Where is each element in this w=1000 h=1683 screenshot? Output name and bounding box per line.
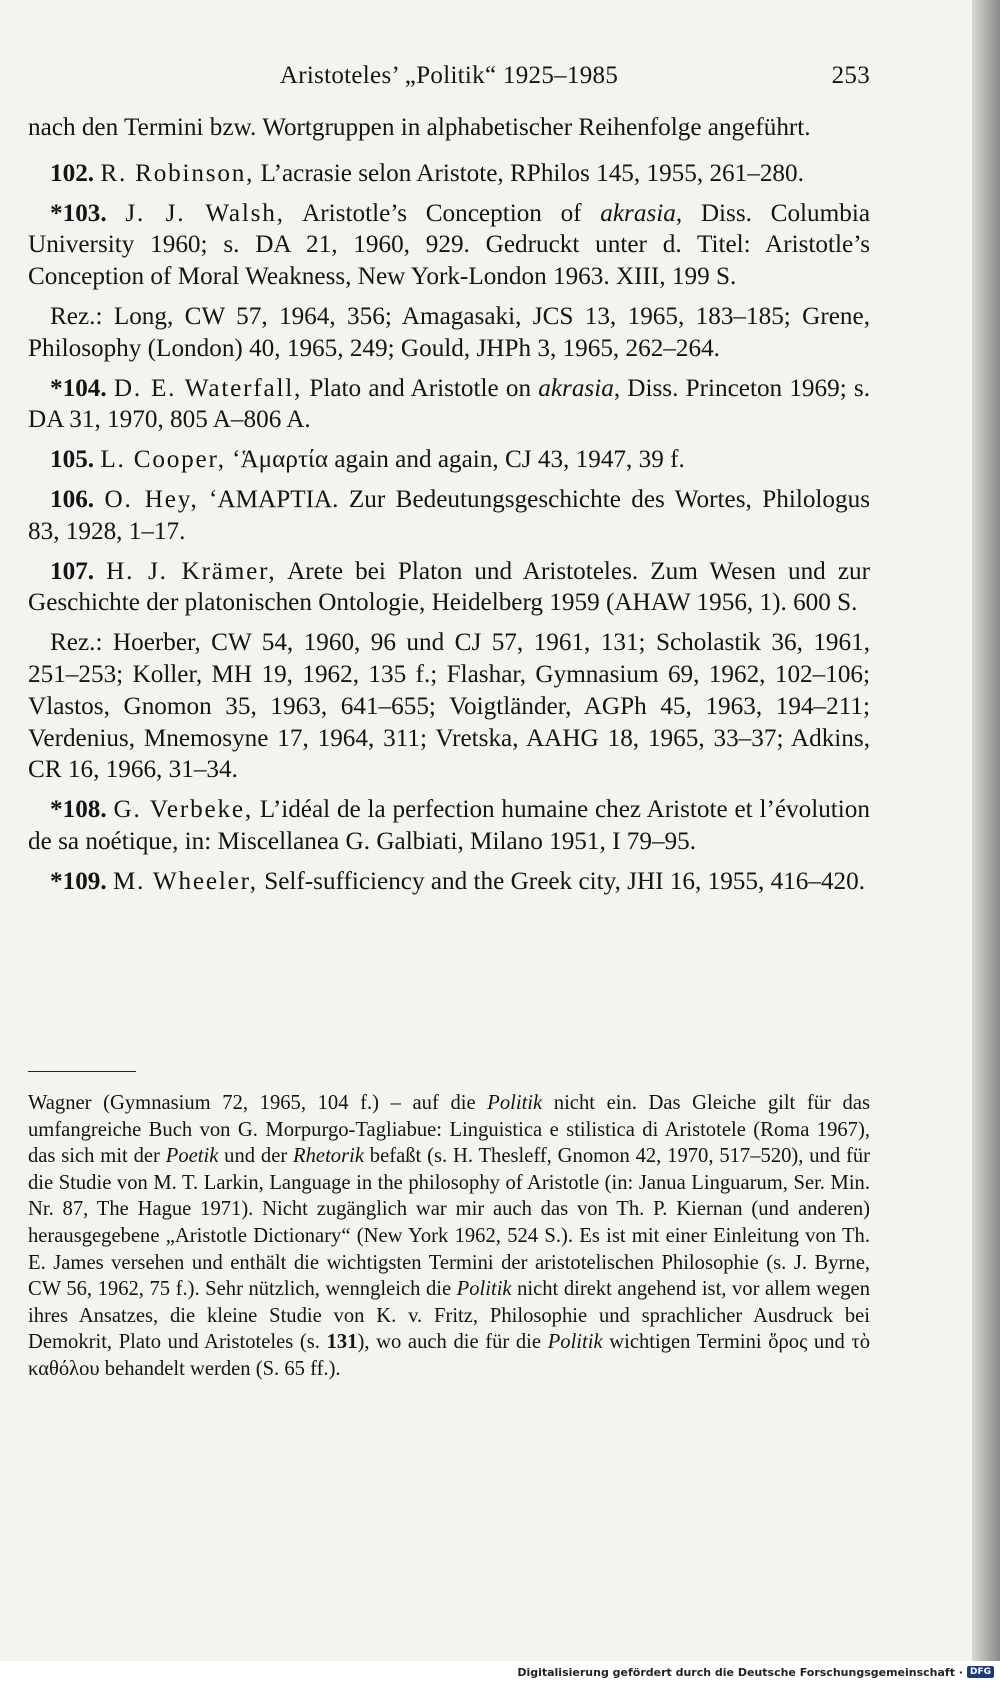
entry-text: ‘ΑΜΑΡΤΙΑ. Zur Bedeutungsgeschichte des Wortes, Philologus 83, 1928, 1–17. [28,485,871,545]
entry-author: R. Robinson, [100,159,255,187]
review-list-103: Rez.: Long, CW 57, 1964, 356; Amagasaki, JCS 13, 1965, 183–185; Grene, Philosophy (London) 40, 1965, 249; Gould, JHPh 3, 1965, 262–264. [28,302,870,362]
entry-author: L. Cooper, [100,446,226,474]
entry-author: G. Verbeke, [113,796,253,824]
entry-text: ‘Ἁμαρτία again and again, CJ 43, 1947, 39 f. [225,446,685,474]
entry-author: H. J. Krämer, [106,557,277,585]
entry-text: Self-sufficiency and the Greek city, JHI 16, 1955, 416–420. [257,867,866,895]
footnote-italic: Politik [547,1331,603,1354]
footnote-text: und der [218,1145,294,1168]
footnote-paragraph [28,1090,870,1383]
footnote-italic: Politik [456,1278,512,1301]
intro-paragraph: nach den Termini bzw. Wortgruppen in alphabetischer Reihenfolge angeführt. [28,114,811,141]
entry-text: L’acrasie selon Aristote, RPhilos 145, 1955, 261–280. [254,159,804,187]
entry-text: Arete bei Platon und Aristoteles. Zum Wesen und zur Geschichte der platonischen Ontologie, Heidelberg 1959 (AHAW 1956, 1). 600 S. [28,557,870,617]
footnote-italic: Politik [487,1092,543,1114]
entry-number: *108. [50,796,107,824]
entry-text: , Diss. Columbia University 1960; s. DA 21, 1960, 929. Gedruckt unter d. Titel: Aristotle’s Conception of Moral Weakness, New York-London 1963. XIII, 199 S. [28,199,870,291]
entry-number: 105. [50,446,95,474]
entry-number: 106. [50,485,95,513]
footnote-bold-ref: 131 [326,1331,358,1354]
dfg-logo-icon: DFG [967,1666,994,1678]
bibliography-entry-106 [28,484,870,548]
main-text [28,112,870,906]
bibliography-entry-107 [28,556,870,620]
entry-author: J. J. Walsh, [125,199,285,227]
entry-author: O. Hey, [104,485,199,513]
page-edge-shadow [972,0,1000,1683]
entry-text: , Diss. Princeton 1969; s. DA 31, 1970, 805 A–806 A. [28,374,871,434]
bibliography-entry-104 [28,373,870,437]
credit-text: Digitalisierung gefördert durch die Deutsche Forschungsgemeinschaft · [517,1665,963,1679]
page-header [28,56,870,96]
footnote-italic: Poetik [165,1145,219,1168]
footnote [28,1090,870,1383]
entry-author: M. Wheeler, [112,867,258,895]
entry-italic-term: akrasia [600,199,676,227]
entry-text: L’idéal de la perfection humaine chez Aristote et l’évolution de sa noétique, in: Miscellanea G. Galbiati, Milano 1951, I 79–95. [28,796,870,855]
entry-number: *104. [50,374,107,402]
footnote-italic: Rhetorik [293,1145,364,1168]
entry-author: D. E. Waterfall, [113,374,303,402]
review-list-107: Rez.: Hoerber, CW 54, 1960, 96 und CJ 57, 1961, 131; Scholastik 36, 1961, 251–253; Koller, MH 19, 1962, 135 f.; Flashar, Gymnasium 69, 1962, 102–106; Vlastos, Gnomon 35, 1963, 641–655; Voigtländer, AGPh 45, 1963, 194–211; Verdenius, Mnemosyne 17, 1964, 311; Vretska, AAHG 18, 1965, 33–37; Adkins, CR 16, 1966, 31–34. [28,629,870,784]
footnote-text: befaßt (s. H. Thesleff, Gnomon 42, 1970, 517–520), und für die Studie von M. T. Larkin, Language in the philosophy of Aristotle (in: Janua Linguarum, Ser. Min. Nr. 87, The Hague 1971). Nicht zugänglich war mir auch das von Th. P. Kiernan (und anderen) herausgegebene „Aristotle Dictionary“ (New York 1962, 524 S.). Es ist mit einer Einleitung von Th. E. James versehen und enthält die wichtigsten Termini der aristotelischen Philosophie (s. J. Byrne, CW 56, 1962, 75 f.). Sehr nützlich, wenngleich die [28,1145,870,1301]
entry-italic-term: akrasia [538,374,614,402]
entry-number: *103. [50,199,107,227]
entry-text: Plato and Aristotle on [302,374,539,402]
bibliography-entry-108 [28,794,870,858]
page-number: 253 [831,62,870,89]
bibliography-entry-109 [28,866,870,898]
footnote-text: nicht ein. Das Gleiche gilt für das umfangreiche Buch von G. Morpurgo-Tagliabue: Linguistica e stilistica di Aristotele (Roma 1967), das sich mit der [28,1092,870,1168]
footnote-text: nicht direkt angehend ist, vor allem wegen ihres Ansatzes, die kleine Studie von K. v. Fritz, Philosophie und sprachlicher Ausdruck bei Demokrit, Plato und Aristoteles (s. [28,1278,870,1354]
bibliography-entry-103 [28,198,870,293]
entry-number: *109. [50,867,107,895]
bibliography-entry-105 [28,444,870,476]
bibliography-entry-102 [28,158,870,190]
footnote-divider [28,1071,136,1072]
footnote-text: wichtigen Termini ὅρος und τὸ καθόλου behandelt werden (S. 65 ff.). [28,1331,870,1380]
digitization-credit [517,1663,994,1681]
running-head: Aristoteles’ „Politik“ 1925–1985 [279,62,619,89]
footnote-text: Wagner (Gymnasium 72, 1965, 104 f.) – auf die [28,1092,488,1114]
entry-text: Aristotle’s Conception of [284,199,601,227]
footnote-text: ), wo auch die für die [357,1331,548,1354]
entry-number: 102. [50,159,95,187]
entry-number: 107. [50,557,95,585]
